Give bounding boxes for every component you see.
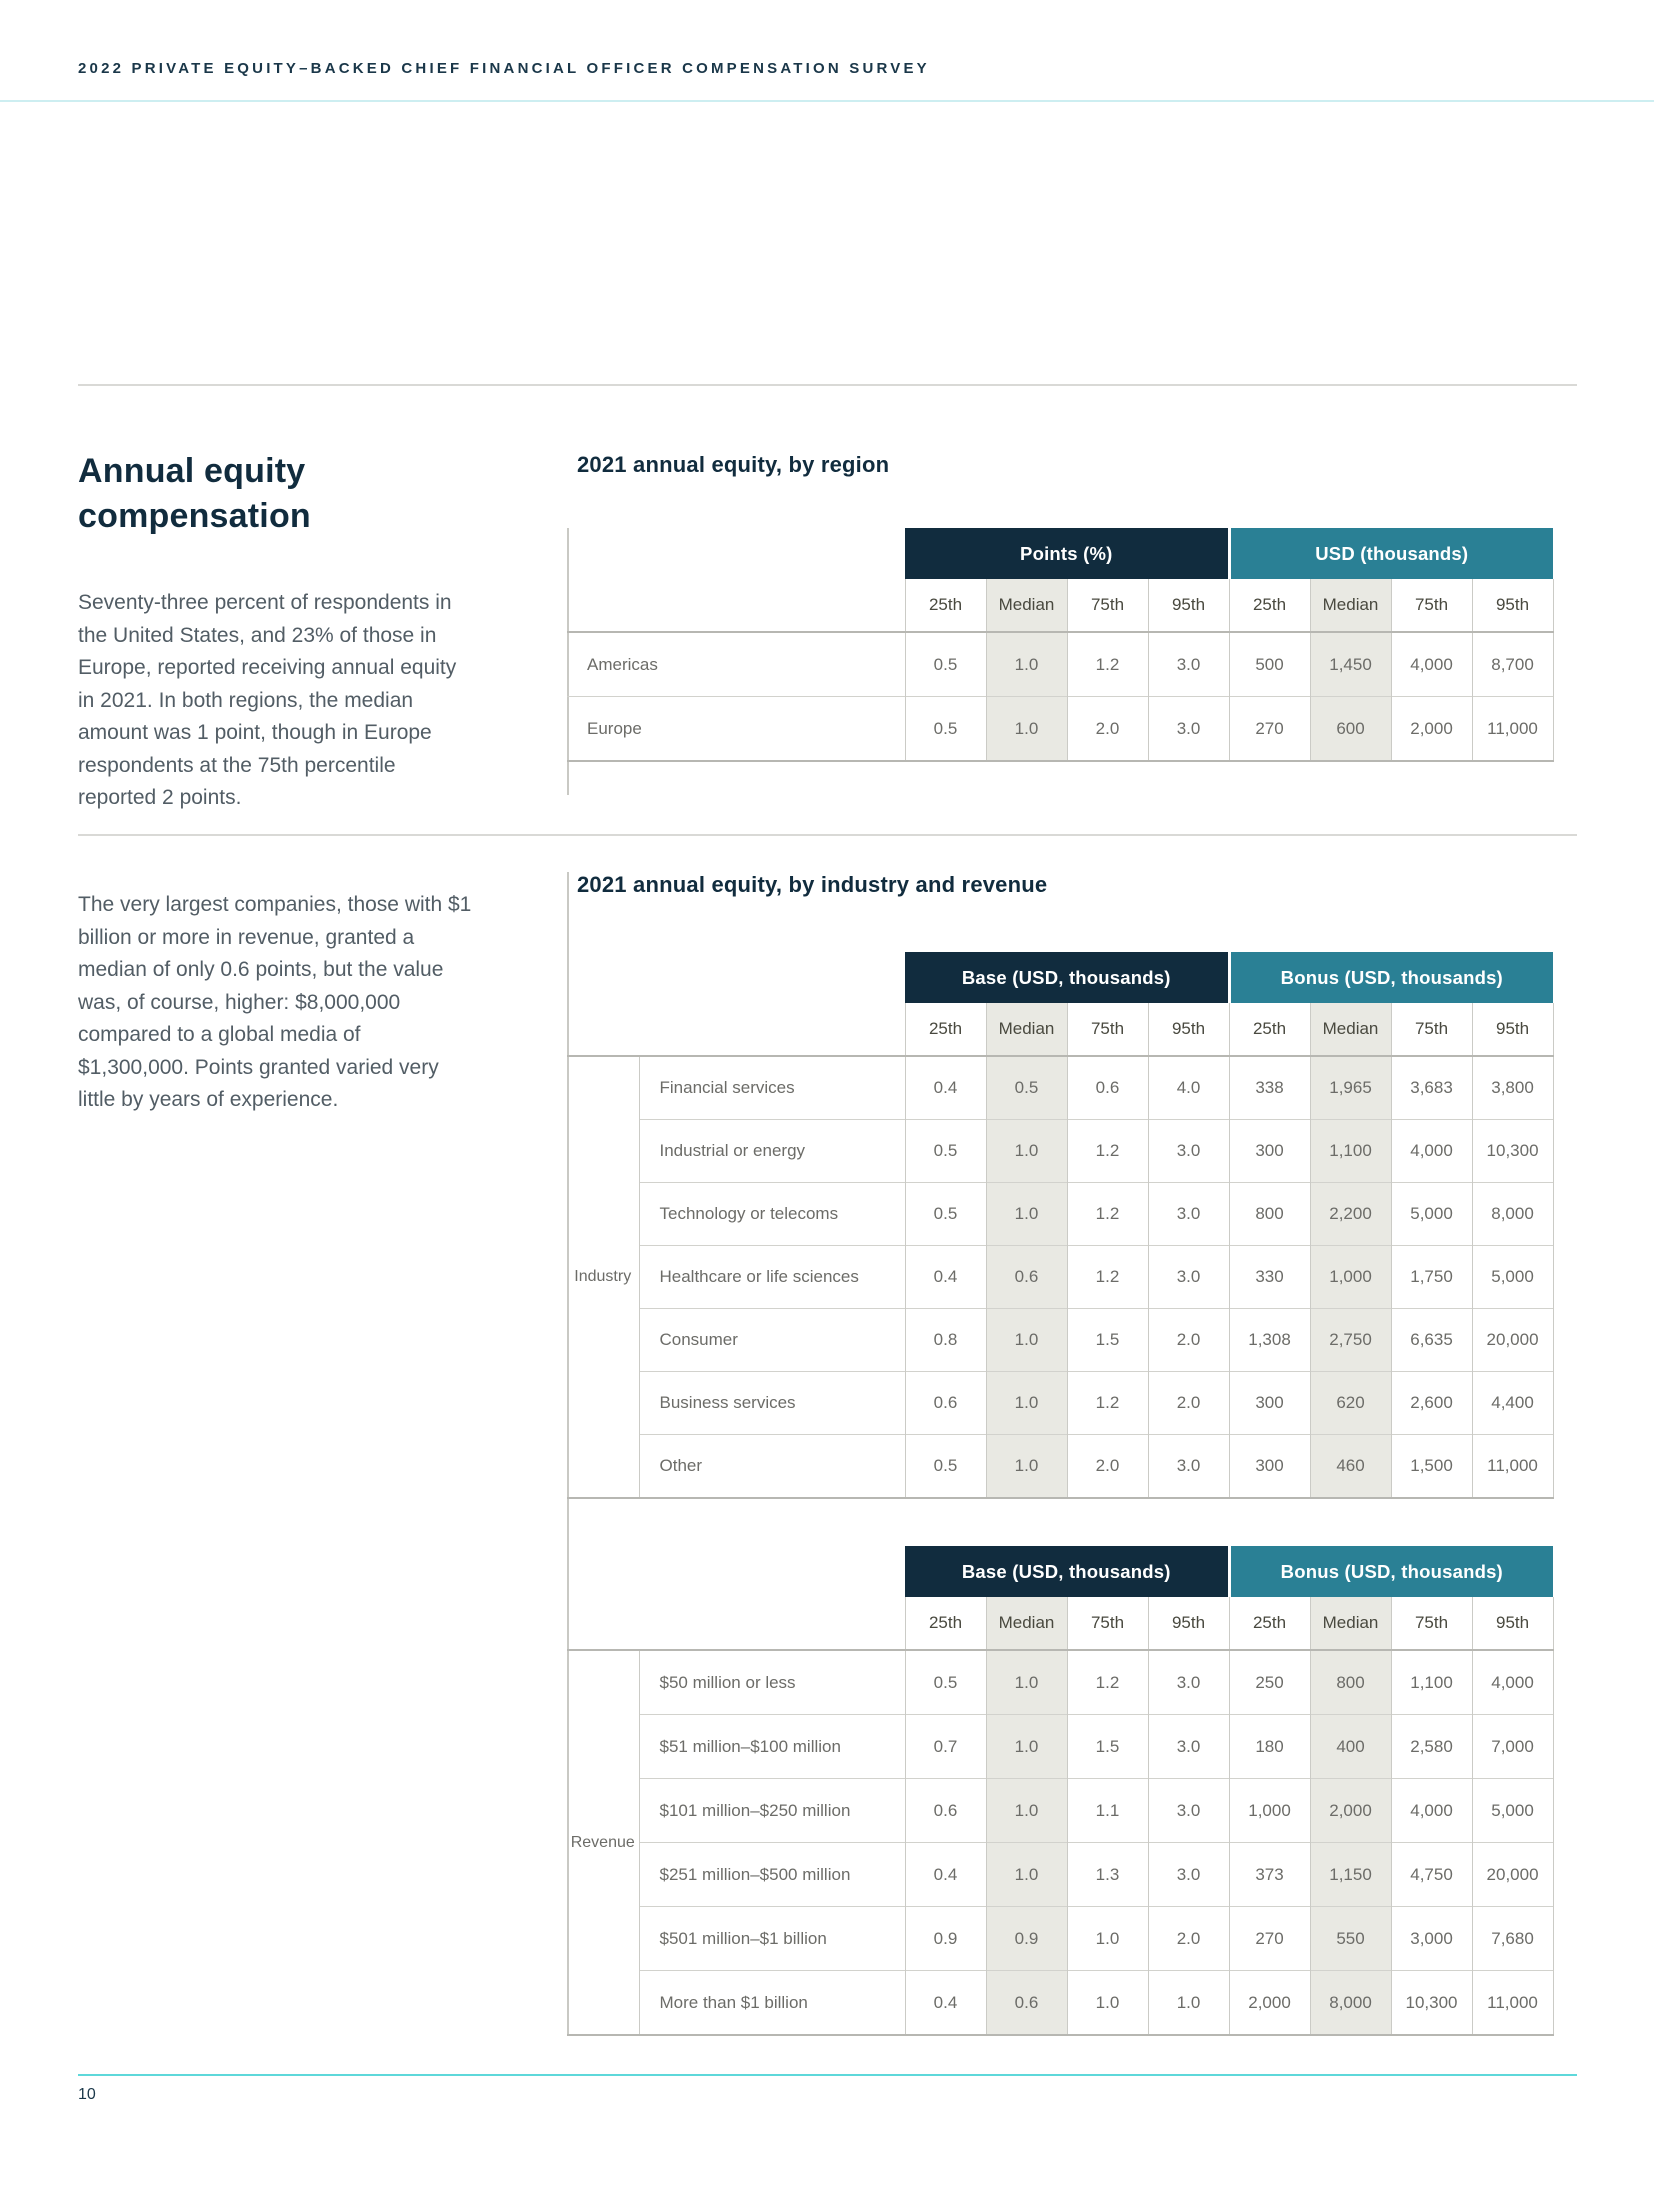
table-row: [567, 1435, 1553, 1499]
table-row: [567, 1246, 1553, 1309]
value-cell: 3.0: [1148, 1779, 1229, 1843]
row-label: Technology or telecoms: [639, 1183, 905, 1246]
table-row: [567, 632, 1553, 697]
table-row: [567, 1309, 1553, 1372]
value-cell: 0.5: [905, 1650, 986, 1715]
row-label: Financial services: [639, 1056, 905, 1120]
region-table: [567, 528, 1554, 762]
table-row: [567, 697, 1553, 762]
percentile-header-row: [567, 1597, 1553, 1650]
header-spacer: [567, 579, 905, 632]
value-cell: 2,200: [1310, 1183, 1391, 1246]
table-row: [567, 1650, 1553, 1715]
value-cell: 1.3: [1067, 1843, 1148, 1907]
value-cell: 5,000: [1472, 1779, 1553, 1843]
percentile-header: 75th: [1391, 1597, 1472, 1650]
percentile-header: Median: [1310, 579, 1391, 632]
group-header-left: Base (USD, thousands): [905, 1546, 1229, 1597]
value-cell: 1,100: [1391, 1650, 1472, 1715]
value-cell: 1.0: [986, 1435, 1067, 1499]
percentile-header: Median: [1310, 1003, 1391, 1056]
value-cell: 1.0: [986, 1120, 1067, 1183]
region-table-container: [567, 528, 1554, 762]
percentile-header: 25th: [1229, 579, 1310, 632]
table-row: [567, 1183, 1553, 1246]
value-cell: 10,300: [1391, 1971, 1472, 2036]
value-cell: 620: [1310, 1372, 1391, 1435]
value-cell: 250: [1229, 1650, 1310, 1715]
group-header-left: Base (USD, thousands): [905, 952, 1229, 1003]
value-cell: 2,750: [1310, 1309, 1391, 1372]
value-cell: 2,000: [1310, 1779, 1391, 1843]
row-label: $251 million–$500 million: [639, 1843, 905, 1907]
value-cell: 5,000: [1391, 1183, 1472, 1246]
value-cell: 3.0: [1148, 632, 1229, 697]
value-cell: 2,580: [1391, 1715, 1472, 1779]
value-cell: 0.5: [986, 1056, 1067, 1120]
value-cell: 3.0: [1148, 1246, 1229, 1309]
value-cell: 1.0: [1067, 1971, 1148, 2036]
group-header-row: [567, 1546, 1553, 1597]
value-cell: 2,000: [1391, 697, 1472, 762]
value-cell: 3.0: [1148, 1120, 1229, 1183]
value-cell: 5,000: [1472, 1246, 1553, 1309]
value-cell: 1.0: [986, 1650, 1067, 1715]
value-cell: 4,000: [1391, 1779, 1472, 1843]
value-cell: 4.0: [1148, 1056, 1229, 1120]
percentile-header: 75th: [1067, 579, 1148, 632]
value-cell: 300: [1229, 1120, 1310, 1183]
percentile-header: Median: [986, 579, 1067, 632]
value-cell: 1,000: [1310, 1246, 1391, 1309]
footer-rule: [78, 2074, 1577, 2076]
paragraph-2: The very largest companies, those with $1 billion or more in revenue, granted a median of only 0.6 points, but the value was, of course, higher: $8,000,000 compared to a global media of $1,300,000. Points granted varied very little by years of experience.: [78, 893, 472, 1111]
value-cell: 0.4: [905, 1056, 986, 1120]
value-cell: 3.0: [1148, 697, 1229, 762]
header-rule: [0, 100, 1654, 102]
group-header-right: USD (thousands): [1229, 528, 1553, 579]
header-spacer: [567, 952, 905, 1003]
value-cell: 2.0: [1067, 1435, 1148, 1499]
percentile-header: 75th: [1391, 579, 1472, 632]
value-cell: 0.4: [905, 1843, 986, 1907]
percentile-header: 25th: [1229, 1597, 1310, 1650]
page-number: 10: [78, 2086, 96, 2103]
value-cell: 4,000: [1472, 1650, 1553, 1715]
value-cell: 0.5: [905, 1120, 986, 1183]
industry-table-container: [567, 952, 1554, 1499]
value-cell: 180: [1229, 1715, 1310, 1779]
value-cell: 373: [1229, 1843, 1310, 1907]
table-row: [567, 1779, 1553, 1843]
value-cell: 1.0: [986, 1372, 1067, 1435]
value-cell: 0.4: [905, 1246, 986, 1309]
value-cell: 1,308: [1229, 1309, 1310, 1372]
header-spacer: [567, 1003, 905, 1056]
value-cell: 2.0: [1148, 1309, 1229, 1372]
value-cell: 2,600: [1391, 1372, 1472, 1435]
value-cell: 400: [1310, 1715, 1391, 1779]
value-cell: 0.9: [905, 1907, 986, 1971]
percentile-header-row: [567, 579, 1553, 632]
row-label: Consumer: [639, 1309, 905, 1372]
value-cell: 3,800: [1472, 1056, 1553, 1120]
value-cell: 11,000: [1472, 1971, 1553, 2036]
table-row: [567, 1120, 1553, 1183]
value-cell: 0.5: [905, 1435, 986, 1499]
value-cell: 0.6: [905, 1372, 986, 1435]
value-cell: 8,700: [1472, 632, 1553, 697]
percentile-header: 25th: [1229, 1003, 1310, 1056]
section-divider: [78, 384, 1577, 386]
value-cell: 338: [1229, 1056, 1310, 1120]
value-cell: 1.2: [1067, 1650, 1148, 1715]
table-row: [567, 1907, 1553, 1971]
group-header-right: Bonus (USD, thousands): [1229, 952, 1553, 1003]
value-cell: 20,000: [1472, 1309, 1553, 1372]
value-cell: 1.0: [1148, 1971, 1229, 2036]
value-cell: 2.0: [1067, 697, 1148, 762]
value-cell: 330: [1229, 1246, 1310, 1309]
value-cell: 1,150: [1310, 1843, 1391, 1907]
value-cell: 0.6: [905, 1779, 986, 1843]
revenue-table: [567, 1546, 1554, 2036]
table-title-region: 2021 annual equity, by region: [577, 452, 890, 477]
row-label: $51 million–$100 million: [639, 1715, 905, 1779]
value-cell: 0.7: [905, 1715, 986, 1779]
document-header: 2022 PRIVATE EQUITY–BACKED CHIEF FINANCIAL OFFICER COMPENSATION SURVEY: [78, 60, 930, 77]
value-cell: 300: [1229, 1372, 1310, 1435]
row-label: Europe: [567, 697, 905, 762]
value-cell: 1.0: [1067, 1907, 1148, 1971]
value-cell: 1.0: [986, 1715, 1067, 1779]
value-cell: 3.0: [1148, 1715, 1229, 1779]
value-cell: 1.0: [986, 1843, 1067, 1907]
header-spacer: [567, 1597, 905, 1650]
value-cell: 2,000: [1229, 1971, 1310, 2036]
value-cell: 7,680: [1472, 1907, 1553, 1971]
table-row: [567, 1715, 1553, 1779]
value-cell: 300: [1229, 1435, 1310, 1499]
paragraph-1: Seventy-three percent of respondents in the United States, and 23% of those in Europe, reported receiving annual equity in 2021. In both regions, the median amount was 1 point, though in Europe respondents at the 75th percentile reported 2 points.: [78, 591, 457, 809]
header-spacer: [567, 1546, 905, 1597]
value-cell: 11,000: [1472, 697, 1553, 762]
percentile-header: 95th: [1148, 1597, 1229, 1650]
value-cell: 800: [1229, 1183, 1310, 1246]
value-cell: 1.1: [1067, 1779, 1148, 1843]
row-label: $501 million–$1 billion: [639, 1907, 905, 1971]
value-cell: 11,000: [1472, 1435, 1553, 1499]
value-cell: 1.2: [1067, 1246, 1148, 1309]
percentile-header: 75th: [1067, 1597, 1148, 1650]
value-cell: 3,683: [1391, 1056, 1472, 1120]
value-cell: 270: [1229, 1907, 1310, 1971]
value-cell: 1.5: [1067, 1309, 1148, 1372]
industry-table: [567, 952, 1554, 1499]
row-label: Business services: [639, 1372, 905, 1435]
value-cell: 1.0: [986, 1183, 1067, 1246]
value-cell: 2.0: [1148, 1907, 1229, 1971]
value-cell: 3.0: [1148, 1650, 1229, 1715]
value-cell: 1.0: [986, 1779, 1067, 1843]
value-cell: 1,450: [1310, 632, 1391, 697]
group-header-left: Points (%): [905, 528, 1229, 579]
value-cell: 0.8: [905, 1309, 986, 1372]
value-cell: 20,000: [1472, 1843, 1553, 1907]
value-cell: 500: [1229, 632, 1310, 697]
value-cell: 0.4: [905, 1971, 986, 2036]
value-cell: 1.2: [1067, 1372, 1148, 1435]
row-label: $50 million or less: [639, 1650, 905, 1715]
table-row: [567, 1372, 1553, 1435]
percentile-header: 95th: [1472, 1597, 1553, 1650]
value-cell: 10,300: [1472, 1120, 1553, 1183]
percentile-header: 95th: [1472, 1003, 1553, 1056]
percentile-header: 95th: [1472, 579, 1553, 632]
group-header-right: Bonus (USD, thousands): [1229, 1546, 1553, 1597]
group-header-row: [567, 528, 1553, 579]
axis-group-label: Industry: [567, 1056, 639, 1498]
row-label: Other: [639, 1435, 905, 1499]
value-cell: 2.0: [1148, 1372, 1229, 1435]
value-cell: 1.0: [986, 697, 1067, 762]
row-label: $101 million–$250 million: [639, 1779, 905, 1843]
value-cell: 0.5: [905, 632, 986, 697]
value-cell: 1.2: [1067, 1120, 1148, 1183]
value-cell: 1,965: [1310, 1056, 1391, 1120]
header-spacer: [567, 528, 905, 579]
value-cell: 3.0: [1148, 1435, 1229, 1499]
value-cell: 0.6: [1067, 1056, 1148, 1120]
percentile-header: Median: [1310, 1597, 1391, 1650]
value-cell: 600: [1310, 697, 1391, 762]
row-label: Healthcare or life sciences: [639, 1246, 905, 1309]
section-heading: Annual equity compensation: [78, 451, 311, 535]
section-divider: [78, 834, 1577, 836]
row-label: More than $1 billion: [639, 1971, 905, 2036]
value-cell: 1.2: [1067, 632, 1148, 697]
percentile-header: Median: [986, 1003, 1067, 1056]
percentile-header: 25th: [905, 579, 986, 632]
value-cell: 460: [1310, 1435, 1391, 1499]
value-cell: 1.0: [986, 632, 1067, 697]
value-cell: 800: [1310, 1650, 1391, 1715]
row-label: Industrial or energy: [639, 1120, 905, 1183]
value-cell: 550: [1310, 1907, 1391, 1971]
value-cell: 7,000: [1472, 1715, 1553, 1779]
percentile-header: 75th: [1391, 1003, 1472, 1056]
percentile-header-row: [567, 1003, 1553, 1056]
value-cell: 6,635: [1391, 1309, 1472, 1372]
value-cell: 1,500: [1391, 1435, 1472, 1499]
percentile-header: 95th: [1148, 579, 1229, 632]
table-row: [567, 1971, 1553, 2036]
value-cell: 0.6: [986, 1971, 1067, 2036]
percentile-header: 95th: [1148, 1003, 1229, 1056]
percentile-header: 75th: [1067, 1003, 1148, 1056]
value-cell: 1,100: [1310, 1120, 1391, 1183]
value-cell: 1.2: [1067, 1183, 1148, 1246]
table-row: [567, 1056, 1553, 1120]
value-cell: 3.0: [1148, 1183, 1229, 1246]
value-cell: 0.6: [986, 1246, 1067, 1309]
row-label: Americas: [567, 632, 905, 697]
value-cell: 1,750: [1391, 1246, 1472, 1309]
value-cell: 1.5: [1067, 1715, 1148, 1779]
table-title-industry-revenue: 2021 annual equity, by industry and revenue: [577, 872, 1048, 897]
value-cell: 4,000: [1391, 1120, 1472, 1183]
group-header-row: [567, 952, 1553, 1003]
revenue-table-container: [567, 1546, 1554, 2036]
value-cell: 0.5: [905, 1183, 986, 1246]
value-cell: 8,000: [1472, 1183, 1553, 1246]
value-cell: 0.5: [905, 697, 986, 762]
percentile-header: 25th: [905, 1003, 986, 1056]
value-cell: 0.9: [986, 1907, 1067, 1971]
value-cell: 3.0: [1148, 1843, 1229, 1907]
value-cell: 4,000: [1391, 632, 1472, 697]
percentile-header: Median: [986, 1597, 1067, 1650]
percentile-header: 25th: [905, 1597, 986, 1650]
axis-group-label: Revenue: [567, 1650, 639, 2035]
value-cell: 270: [1229, 697, 1310, 762]
table-row: [567, 1843, 1553, 1907]
value-cell: 1,000: [1229, 1779, 1310, 1843]
value-cell: 8,000: [1310, 1971, 1391, 2036]
value-cell: 4,750: [1391, 1843, 1472, 1907]
value-cell: 4,400: [1472, 1372, 1553, 1435]
value-cell: 1.0: [986, 1309, 1067, 1372]
value-cell: 3,000: [1391, 1907, 1472, 1971]
